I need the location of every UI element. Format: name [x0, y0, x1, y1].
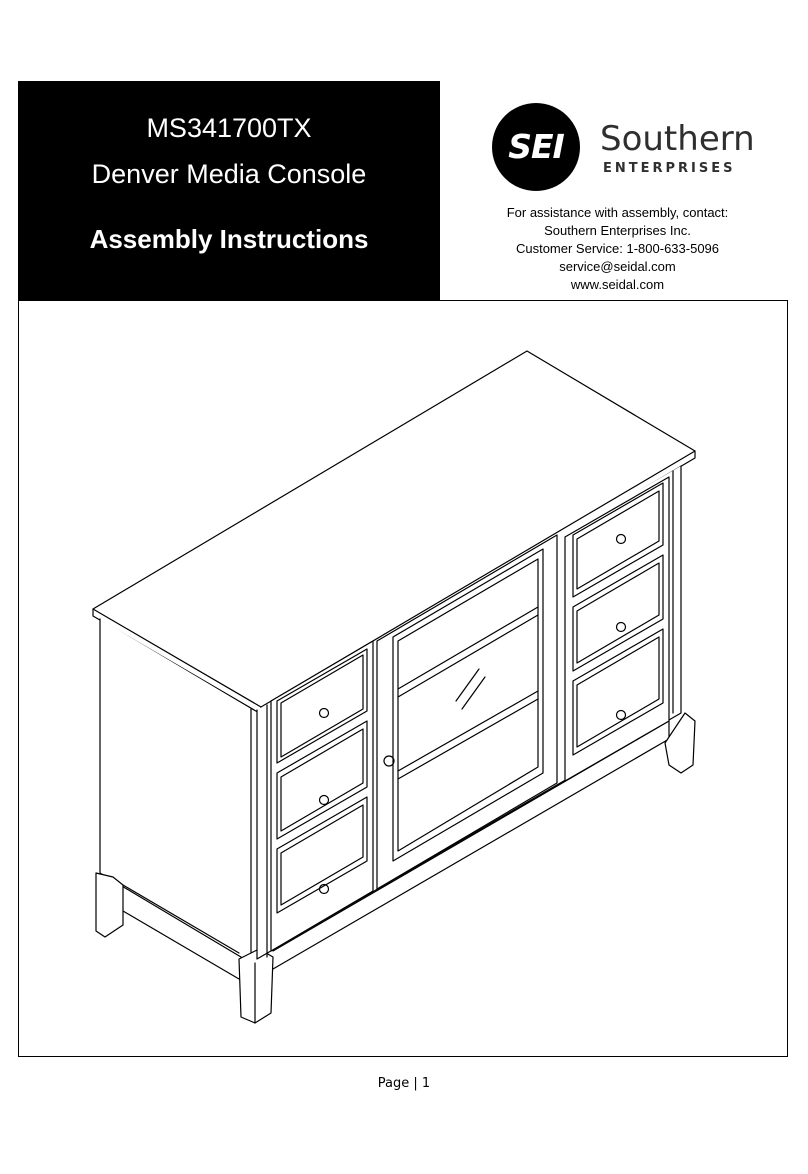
- media-console-illustration: [19, 301, 787, 1056]
- front-right-foot: [239, 949, 273, 1023]
- logo-subtitle: ENTERPRISES: [603, 161, 736, 176]
- model-number: MS341700TX: [146, 113, 312, 143]
- title-block: [18, 81, 440, 300]
- left-foot: [96, 873, 123, 937]
- illustration-frame: [18, 300, 788, 1057]
- contact-email[interactable]: service@seidal.com: [559, 259, 676, 274]
- page-number: Page | 1: [377, 1076, 431, 1091]
- contact-info: [475, 204, 760, 294]
- contact-website[interactable]: www.seidal.com: [570, 277, 665, 292]
- logo-name: Southern: [600, 119, 755, 159]
- document-title: Assembly Instructions: [89, 224, 369, 254]
- product-name: Denver Media Console: [91, 159, 367, 189]
- logo-mark: SEI: [508, 127, 564, 166]
- contact-company: Southern Enterprises Inc.: [544, 223, 691, 238]
- contact-phone: Customer Service: 1-800-633-5096: [515, 241, 720, 256]
- contact-intro: For assistance with assembly, contact:: [506, 205, 729, 220]
- company-logo: [492, 103, 755, 193]
